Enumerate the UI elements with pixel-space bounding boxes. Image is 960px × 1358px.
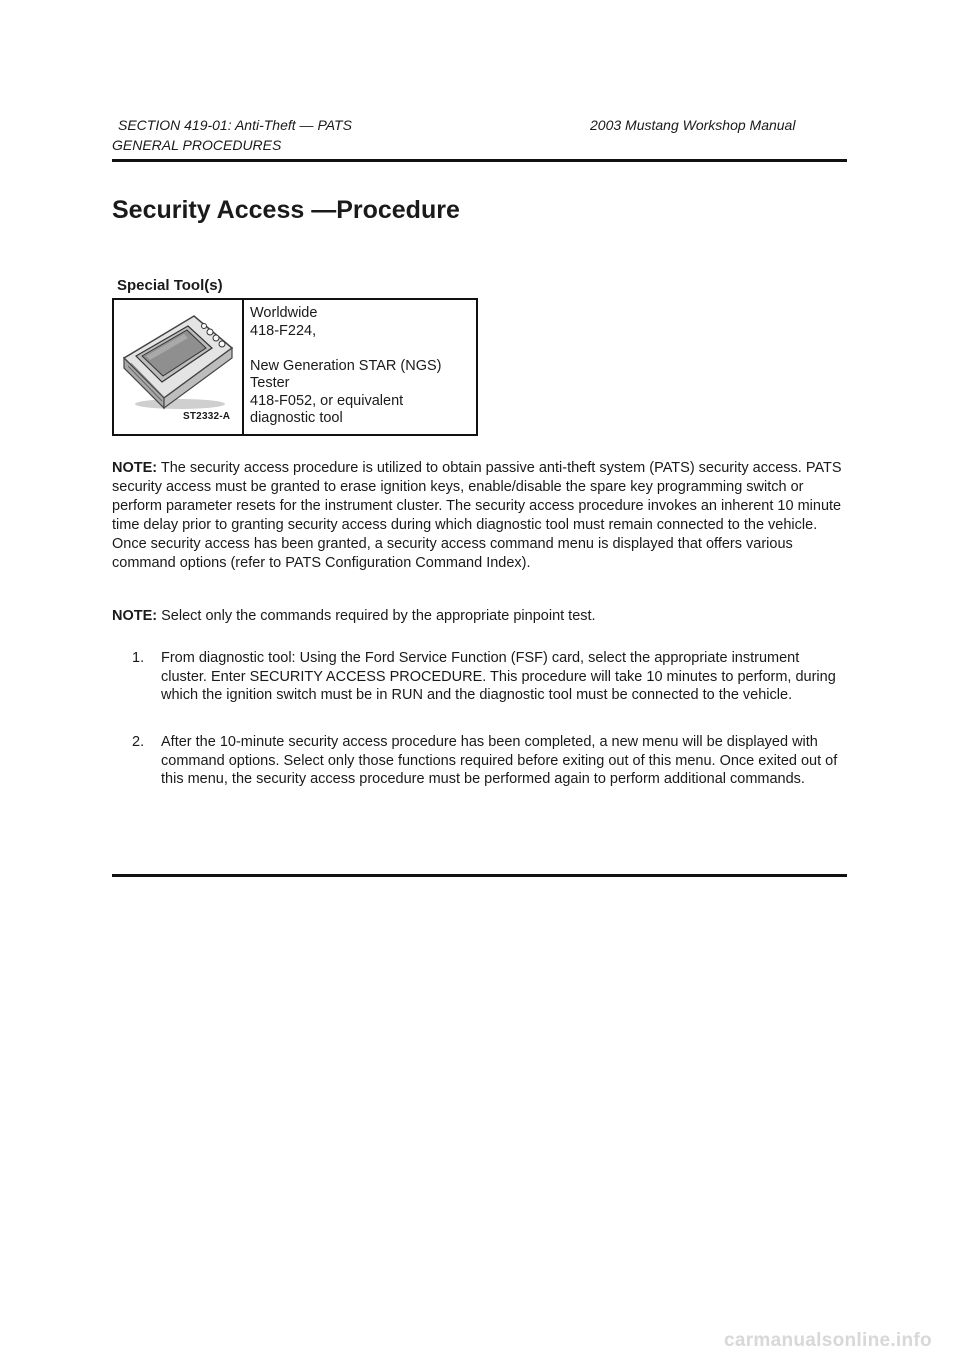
step-number: 2. <box>132 734 145 750</box>
note-label: NOTE: <box>112 608 158 624</box>
page-title: Security Access —Procedure <box>112 196 460 224</box>
note-text: Select only the commands required by the appropriate pinpoint test. <box>157 608 596 624</box>
procedure-step <box>132 733 847 789</box>
tool-image-caption: ST2332-A <box>183 411 231 422</box>
tool-line: Worldwide <box>250 305 318 321</box>
special-tools-table <box>112 298 478 436</box>
tool-line: diagnostic tool <box>250 410 343 426</box>
step-number: 1. <box>132 650 145 666</box>
step-text: From diagnostic tool: Using the Ford Service Function (FSF) card, select the appropriate instrument cluster. Enter SECURITY ACCESS PROCEDURE. This procedure will take 10 minutes to perform, during which the ignition switch must be in RUN and the diagnostic tool must be connected to the vehicle. <box>161 650 836 704</box>
note-label: NOTE: <box>112 460 158 476</box>
header-subsection: GENERAL PROCEDURES <box>112 137 282 153</box>
tool-line: Tester <box>250 375 290 391</box>
special-tools-heading: Special Tool(s) <box>117 277 223 294</box>
header-divider <box>112 159 847 162</box>
note-select-commands <box>112 607 847 626</box>
footer-divider <box>112 874 847 877</box>
note-security-access <box>112 459 847 573</box>
tool-line: New Generation STAR (NGS) <box>250 357 442 374</box>
note-text: The security access procedure is utilized to obtain passive anti-theft system (PATS) security access. PATS security access must be granted to erase ignition keys, enable/disable the spare key programming switch or perform parameter resets for the instrument cluster. The security access procedure invokes an inherent 10 minute time delay prior to granting security access during which diagnostic tool must remain connected to the vehicle. Once security access has been granted, a security access command menu is displayed that offers various command options (refer to PATS Configuration Command Index). <box>112 460 842 571</box>
tool-image-cell <box>114 300 244 434</box>
diagnostic-tester-icon <box>118 310 240 414</box>
watermark: carmanualsonline.info <box>724 1330 932 1351</box>
procedure-step <box>132 649 847 705</box>
tool-line: 418-F052, or equivalent <box>250 392 404 409</box>
tool-line: 418-F224, <box>250 322 317 339</box>
header-manual-title: 2003 Mustang Workshop Manual <box>590 117 796 133</box>
step-text: After the 10-minute security access procedure has been completed, a new menu will be displayed with command options. Select only those functions required before exiting out of this menu. Once exited out of this menu, the security access procedure must be performed again to perform additional commands. <box>161 734 838 788</box>
header-section-title: SECTION 419-01: Anti-Theft — PATS <box>118 117 352 133</box>
tool-description <box>244 300 476 434</box>
